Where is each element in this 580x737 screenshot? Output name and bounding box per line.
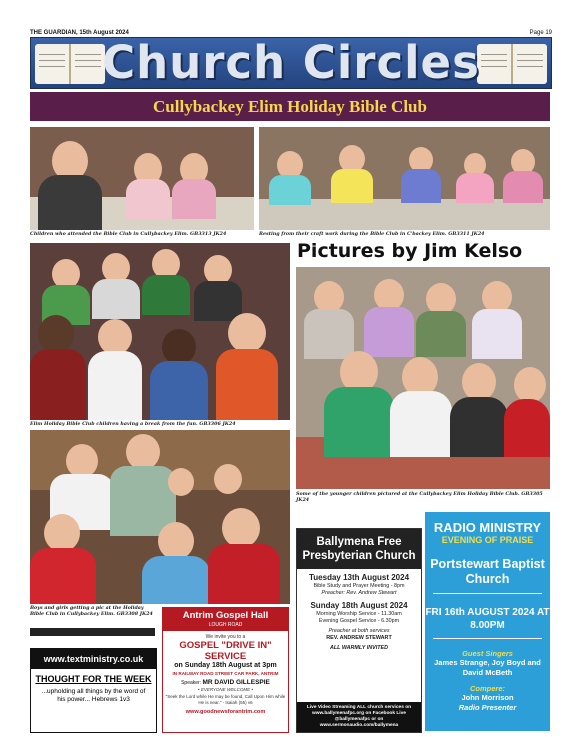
photo-credit: Pictures by Jim Kelso (297, 240, 523, 262)
antrim-when: on Sunday 18th August at 3pm (174, 662, 277, 669)
photo-break-from-fun (30, 243, 290, 420)
subheading-bar (30, 92, 550, 121)
antrim-web[interactable]: www.goodnewsforantrim.com (185, 709, 266, 715)
antrim-speaker-label: Speaker: (181, 680, 202, 686)
radio-subtitle: EVENING OF PRAISE (441, 535, 534, 545)
caption-photo2: Resting from their craft work during the Bible Club in C'backey Elim. GB3311 JK24 (259, 231, 485, 237)
ballymena-line2: Morning Worship Service - 11.30am (316, 611, 402, 617)
radio-compere: John Morrison (461, 693, 514, 702)
textministry-url[interactable]: www.textministry.co.uk (31, 649, 156, 669)
thought-quote: ...upholding all things by the word of his power... Hebrews 1v3 (41, 688, 146, 703)
thought-heading: THOUGHT FOR THE WEEK (35, 674, 152, 684)
radio-when: FRI 16th AUGUST 2024 AT 8.00PM (425, 607, 550, 631)
antrim-where: IN RAILWAY ROAD STREET CAR PARK, ANTRIM (172, 671, 279, 676)
divider-bar (30, 628, 155, 636)
radio-ministry-advert (425, 512, 550, 731)
ballymena-date2: Sunday 18th August 2024 (310, 601, 408, 610)
ballymena-line3: Evening Gospel Service - 6.30pm (318, 618, 400, 624)
antrim-speaker: MR DAVID GILLESPIE (202, 679, 270, 686)
ballymena-preacher1: Preacher: Rev. Andrew Stewart (321, 590, 397, 596)
photo-children-bible-club (30, 127, 254, 230)
radio-title: RADIO MINISTRY (433, 520, 542, 535)
radio-compere-label: Compere: (469, 684, 505, 693)
textministry-box (30, 648, 157, 733)
antrim-gospel-hall-advert (162, 607, 289, 733)
antrim-event: GOSPEL "DRIVE IN" SERVICE (179, 640, 272, 662)
ballymena-invite: ALL WARMLY INVITED (329, 645, 389, 651)
subheading: Cullybackey Elim Holiday Bible Club (153, 97, 427, 116)
ballymena-footer: Live Video Streaming ALL church services on www.ballymenafpc.org on Facebook Live @ballymenafpc or on www.sermonaudio.com/ballymena (297, 702, 421, 732)
antrim-verse: "Seek the Lord while He may be found, Call Upon Him while He is near." - Isaiah (55) v6 (165, 694, 286, 705)
ballymena-title: Ballymena Free Presbyterian Church (297, 529, 421, 569)
ballymena-preacher2: REV. ANDREW STEWART (326, 635, 392, 641)
caption-photo1: Children who attended the Bible Club in Cullybackey Elim. GB3313 JK24 (30, 231, 227, 237)
page-number: Page 19 (529, 30, 552, 36)
radio-guests-label: Guest Singers (462, 649, 513, 658)
radio-compere-role: Radio Presenter (458, 703, 517, 712)
ballymena-line1: Bible Study and Prayer Meeting - 8pm (313, 583, 405, 589)
caption-photo5: Boys and girls getting a pic at the Holiday Bible Club in Cullybackey Elim. GB3308 JK24 (30, 605, 153, 617)
photo-younger-children (296, 267, 550, 489)
radio-church: Portstewart Baptist Church (430, 557, 545, 586)
radio-guests: James Strange, Joy Boyd and David McBeth (434, 658, 541, 677)
caption-photo4: Some of the younger children pictured at the Cullybackey Elim Holiday Bible Club. GB3305 JK24 (296, 491, 543, 503)
paper-date: THE GUARDIAN, 15th August 2024 (30, 30, 129, 36)
ballymena-date1: Tuesday 13th August 2024 (308, 573, 410, 582)
caption-photo3: Elim Holiday Bible Club children having a break from the fun. GB3306 JK24 (30, 421, 236, 427)
banner-title: Church Circles (102, 36, 480, 89)
antrim-welcome: • EVERYONE WELCOME • (198, 687, 253, 692)
antrim-invite: We invite you to a (205, 634, 246, 640)
antrim-place: LOUGH ROAD (163, 622, 288, 631)
ballymena-fpc-advert (296, 528, 422, 733)
ballymena-preacher2-label: Preacher at both services (328, 628, 390, 634)
photo-holiday-bible-club-pic (30, 430, 290, 604)
antrim-title: Antrim Gospel Hall (163, 608, 288, 622)
church-circles-banner (30, 37, 552, 89)
photo-resting-craft (259, 127, 550, 230)
